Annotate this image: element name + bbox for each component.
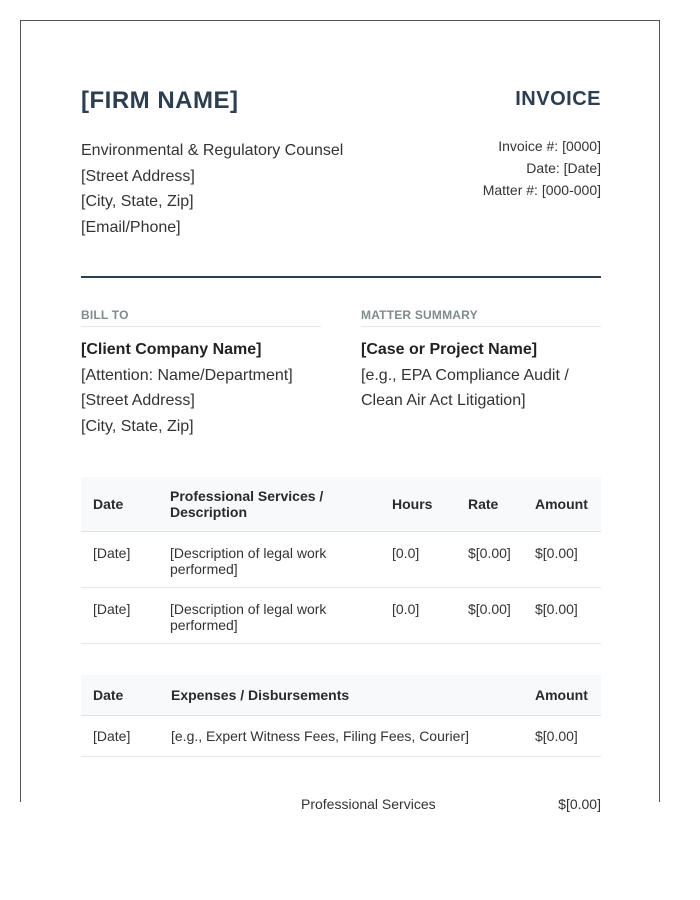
services-header-description: Professional Services / Description (158, 477, 380, 532)
service-amount: $[0.00] (523, 532, 601, 588)
table-row (81, 716, 601, 757)
invoice-content (81, 21, 601, 812)
expenses-header-date: Date (81, 675, 159, 716)
service-hours: [0.0] (380, 532, 456, 588)
matter-summary-details (361, 337, 601, 414)
service-amount: $[0.00] (523, 588, 601, 644)
services-header-rate: Rate (456, 477, 523, 532)
service-description: [Description of legal work performed] (158, 532, 380, 588)
invoice-header (81, 21, 601, 278)
service-description: [Description of legal work performed] (158, 588, 380, 644)
invoice-number: Invoice #: [0000] (498, 138, 601, 154)
matter-number: Matter #: [000-000] (482, 182, 601, 198)
invoice-meta (483, 135, 601, 201)
matter-summary-section (361, 308, 601, 414)
expenses-table (81, 675, 601, 757)
bill-to-label: BILL TO (81, 308, 321, 327)
matter-description-line-2: Clean Air Act Litigation] (361, 392, 526, 409)
services-header-date: Date (81, 477, 158, 532)
table-row (81, 532, 601, 588)
services-header-hours: Hours (380, 477, 456, 532)
services-table (81, 477, 601, 644)
expenses-header-row (81, 675, 601, 716)
service-hours: [0.0] (380, 588, 456, 644)
service-rate: $[0.00] (456, 588, 523, 644)
totals-professional-services-label: Professional Services (301, 796, 436, 812)
firm-address-block (81, 138, 343, 240)
service-date: [Date] (81, 532, 158, 588)
firm-city: [City, State, Zip] (81, 193, 194, 210)
services-header-amount: Amount (523, 477, 601, 532)
firm-contact: [Email/Phone] (81, 218, 181, 236)
services-header-row (81, 477, 601, 532)
invoice-title: INVOICE (515, 88, 601, 110)
service-rate: $[0.00] (456, 532, 523, 588)
expenses-header-amount: Amount (523, 675, 601, 716)
firm-street: [Street Address] (81, 167, 195, 185)
matter-summary-label: MATTER SUMMARY (361, 308, 601, 327)
invoice-page (20, 20, 660, 812)
firm-name: [FIRM NAME] (81, 87, 239, 114)
expense-date: [Date] (81, 716, 159, 757)
client-street: [Street Address] (81, 392, 195, 409)
expenses-header-description: Expenses / Disbursements (159, 675, 523, 716)
bill-to-details (81, 337, 321, 439)
matter-description-line-1: [e.g., EPA Compliance Audit / (361, 366, 569, 384)
invoice-date: Date: [Date] (526, 160, 601, 176)
expense-amount: $[0.00] (523, 716, 601, 757)
table-row (81, 588, 601, 644)
client-city: [City, State, Zip] (81, 417, 194, 435)
service-date: [Date] (81, 588, 158, 644)
firm-tagline: Environmental & Regulatory Counsel (81, 142, 344, 159)
totals-professional-services-value: $[0.00] (558, 796, 601, 812)
client-attention: [Attention: Name/Department] (81, 366, 293, 384)
bill-to-section (81, 308, 321, 439)
client-name: [Client Company Name] (81, 341, 262, 358)
case-name: [Case or Project Name] (361, 341, 538, 358)
expense-description: [e.g., Expert Witness Fees, Filing Fees, Courier] (159, 716, 523, 757)
